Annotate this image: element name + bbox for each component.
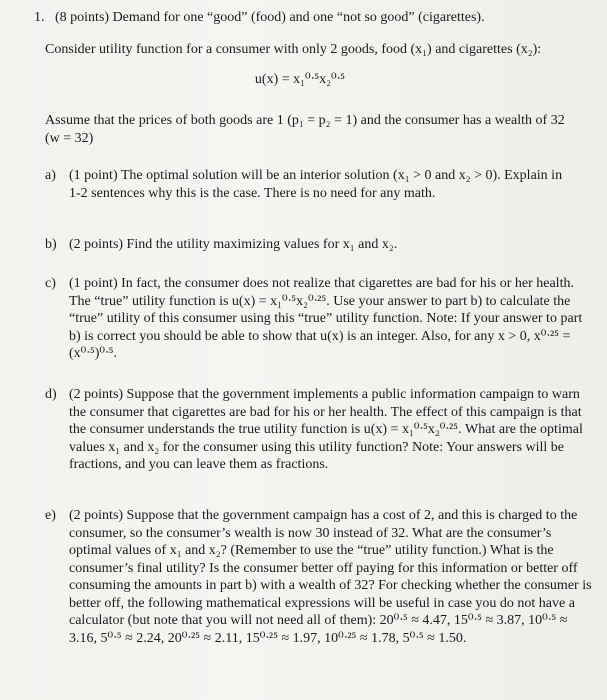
utility-function: u(x) = x₁⁰ᐧ⁵x₂⁰ᐧ⁵ <box>254 72 346 87</box>
intro-utility-line: Consider utility function for a consumer with only 2 goods, food (x₁) and cigarettes (x₂): <box>45 42 542 57</box>
question-title <box>55 9 594 27</box>
question-header <box>34 9 594 27</box>
part-c-text: (1 point) In fact, the consumer does not realize that cigarettes are bad for his or her health. The “true” utility function is u(x) = x₁⁰ᐧ⁵x₂⁰ᐧ²⁵. Use your answer to part b) to calculate the “true” utility of this consumer using this “true” utility function. Note: If your answer to part b) is correct you should be able to show that u(x) is an integer. Also, for any x > 0, x⁰ᐧ²⁵ = (x⁰ᐧ⁵)⁰ᐧ⁵. <box>69 276 583 361</box>
question-title-text: Demand for one “good” (food) and one “not so good” (cigarettes). <box>112 10 485 25</box>
part-d-text: (2 points) Suppose that the government implements a public information campaign to warn the consumer that cigarettes are bad for his or her health. The effect of this campaign is that the consumer understands the true utility function is u(x) = x₁⁰ᐧ⁵x₂⁰ᐧ²⁵. What are the optimal values x₁ and x₂ for the consumer using this utility function? Note: Your answers will be fractions, and you can leave them as fractions. <box>69 387 583 472</box>
part-c-label: c) <box>45 276 56 291</box>
part-a-label: a) <box>45 168 56 183</box>
part-e-label: e) <box>45 508 56 523</box>
part-a <box>45 167 565 202</box>
part-b-text: (2 points) Find the utility maximizing values for x₁ and x₂. <box>69 237 398 252</box>
part-a-text: (1 point) The optimal solution will be an interior solution (x₁ > 0 and x₂ > 0). Explain in 1-2 sentences why this is the case. There is no need for any math. <box>69 168 563 201</box>
question-number: 1. <box>34 10 45 25</box>
part-e <box>45 507 595 647</box>
part-b <box>45 236 565 254</box>
prices-wealth-text: Assume that the prices of both goods are 1 (p₁ = p₂ = 1) and the consumer has a wealth of 32 (w = 32) <box>45 113 565 146</box>
part-e-text: (2 points) Suppose that the government campaign has a cost of 2, and this is charged to the consumer, so the consumer’s wealth is now 30 instead of 32. What are the consumer’s optimal values of x₁ and x₂? (Remember to use the “true” utility function.) What is the consumer’s final utility? Is the consumer better off paying for this information or better off consuming the amounts in part b) with a wealth of 32? For checking whether the consumer is better off, the following mathematical expressions will be useful in case you do not have a calculator (but note that you will not need all of them): 20⁰ᐧ⁵ ≈ 4.47, 15⁰ᐧ⁵ ≈ 3.87, 10⁰ᐧ⁵ ≈ 3.16, 5⁰ᐧ⁵ ≈ 2.24, 20⁰ᐧ²⁵ ≈ 2.11, 15⁰ᐧ²⁵ ≈ 1.97, 10⁰ᐧ²⁵ ≈ 1.78, 5⁰ᐧ⁵ ≈ 1.50. <box>69 508 592 646</box>
part-b-label: b) <box>45 237 57 252</box>
part-d <box>45 386 590 474</box>
part-d-label: d) <box>45 387 57 402</box>
question-points: (8 points) <box>55 10 110 25</box>
part-c <box>45 275 590 363</box>
